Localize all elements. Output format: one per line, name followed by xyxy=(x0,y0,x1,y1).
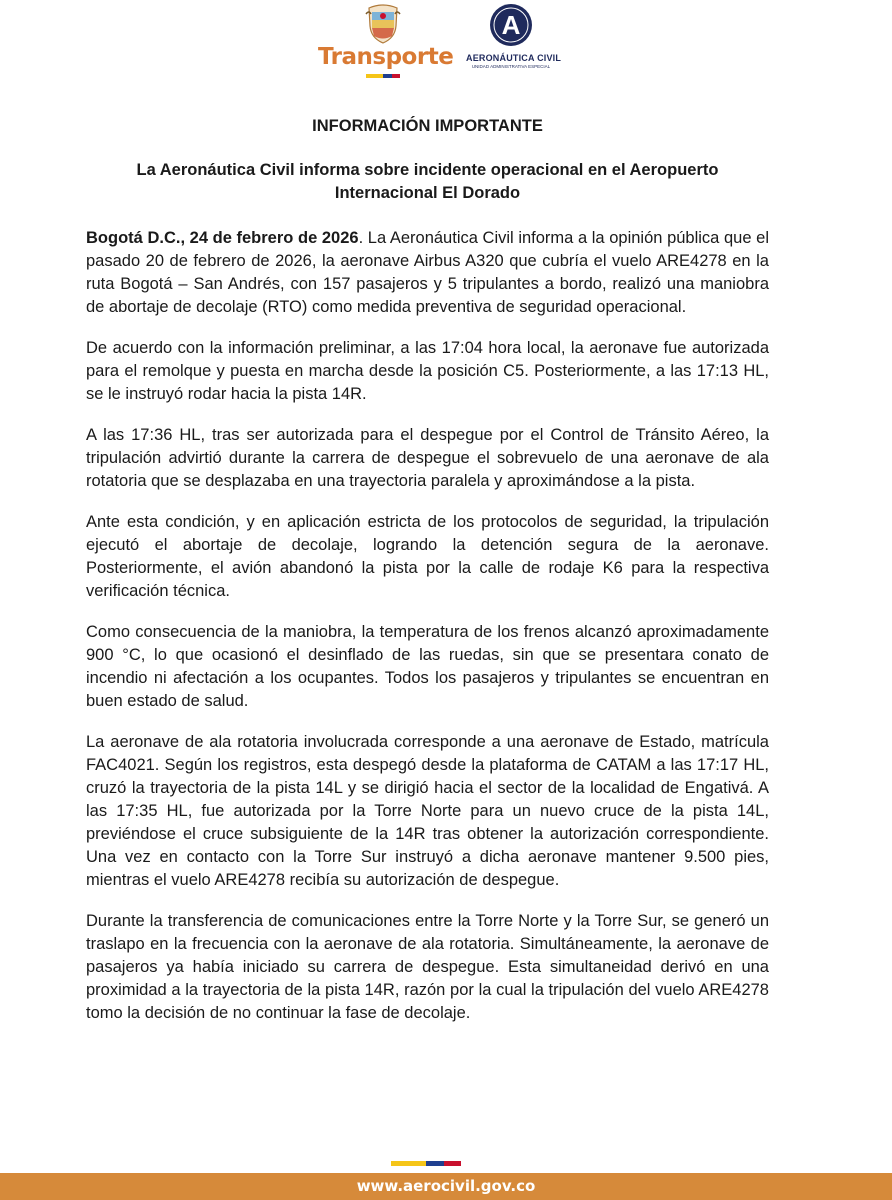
dateline: Bogotá D.C., 24 de febrero de 2026 xyxy=(86,229,359,247)
flag-stripe xyxy=(366,74,400,78)
ministry-name: Transporte xyxy=(318,44,454,70)
paragraph-3: A las 17:36 HL, tras ser autorizada para el despegue por el Control de Tránsito Aéreo, la tripulación advirtió durante la carrera de despegue el sobrevuelo de una aeronave de ala rotatoria que se desplazaba en una trayectoria paralela y aproximándose a la pista. xyxy=(86,426,769,490)
document-body xyxy=(86,115,769,1025)
footer-website-link[interactable]: www.aerocivil.gov.co xyxy=(356,1177,536,1195)
aeronautica-civil-logo-icon xyxy=(489,3,533,47)
paragraph-7: Durante la transferencia de comunicaciones entre la Torre Norte y la Torre Sur, se generó un traslapo en la frecuencia con la aeronave de ala rotatoria. Simultáneamente, la aeronave de pasajeros ya había iniciado su carrera de despegue. Esta simultaneidad derivó en una proximidad a la trayectoria de la pista 14R, razón por la cual la tripulación del vuelo ARE4278 tomo la decisión de no continuar la fase de decolaje. xyxy=(86,912,769,1022)
footer-bar xyxy=(0,1173,892,1200)
aeronautica-civil-logo xyxy=(466,3,562,75)
paragraph-1-text: . La Aeronáutica Civil informa a la opinión pública que el pasado 20 de febrero de 2026, la aeronave Airbus A320 que cubría el vuelo ARE4278 en la ruta Bogotá – San Andrés, con 157 pasajeros y 5 tripulantes a bordo, realizó una maniobra de abortaje de decolaje (RTO) como medida preventiva de seguridad operacional. xyxy=(86,229,769,316)
agency-initial: A xyxy=(501,10,521,40)
paragraph-4: Ante esta condición, y en aplicación estricta de los protocolos de seguridad, la tripulación ejecutó el abortaje de decolaje, logrando la detención segura de la aeronave. Posteriormente, el avión abandonó la pista por la calle de rodaje K6 para la respectiva verificación técnica. xyxy=(86,513,769,600)
agency-name: AERONÁUTICA CIVIL xyxy=(466,53,562,63)
colombian-coat-of-arms-icon xyxy=(365,4,401,44)
document-heading: INFORMACIÓN IMPORTANTE xyxy=(312,117,543,135)
transporte-logo xyxy=(318,2,454,80)
document-subheading: La Aeronáutica Civil informa sobre incidente operacional en el Aeropuerto Internacional El Dorado xyxy=(136,161,719,202)
paragraph-5: Como consecuencia de la maniobra, la temperatura de los frenos alcanzó aproximadamente 900 °C, lo que ocasionó el desinflado de las ruedas, sin que se presentara conato de incendio ni afectación a los ocupantes. Todos los pasajeros y tripulantes se encuentran en buen estado de salud. xyxy=(86,623,769,710)
paragraph-6: La aeronave de ala rotatoria involucrada corresponde a una aeronave de Estado, matrícula FAC4021. Según los registros, esta despegó desde la plataforma de CATAM a las 17:17 HL, cruzó la trayectoria de la pista 14L y se dirigió hacia el sector de la localidad de Engativá. A las 17:35 HL, fue autorizada por la Torre Norte para un nuevo cruce de la pista 14L, previéndose el cruce subsiguiente de la 14R tras obtener la autorización correspondiente. Una vez en contacto con la Torre Sur instruyó a dicha aeronave mantener 9.500 pies, mientras el vuelo ARE4278 recibía su autorización de despegue. xyxy=(86,733,769,889)
paragraph-2: De acuerdo con la información preliminar, a las 17:04 hora local, la aeronave fue autorizada para el remolque y puesta en marcha desde la posición C5. Posteriormente, a las 17:13 HL, se le instruyó rodar hacia la pista 14R. xyxy=(86,339,769,403)
footer-flag-stripe xyxy=(391,1161,461,1166)
agency-subtitle: UNIDAD ADMINISTRATIVA ESPECIAL xyxy=(471,64,551,69)
paragraph-1 xyxy=(86,227,769,319)
letterhead xyxy=(0,0,892,100)
